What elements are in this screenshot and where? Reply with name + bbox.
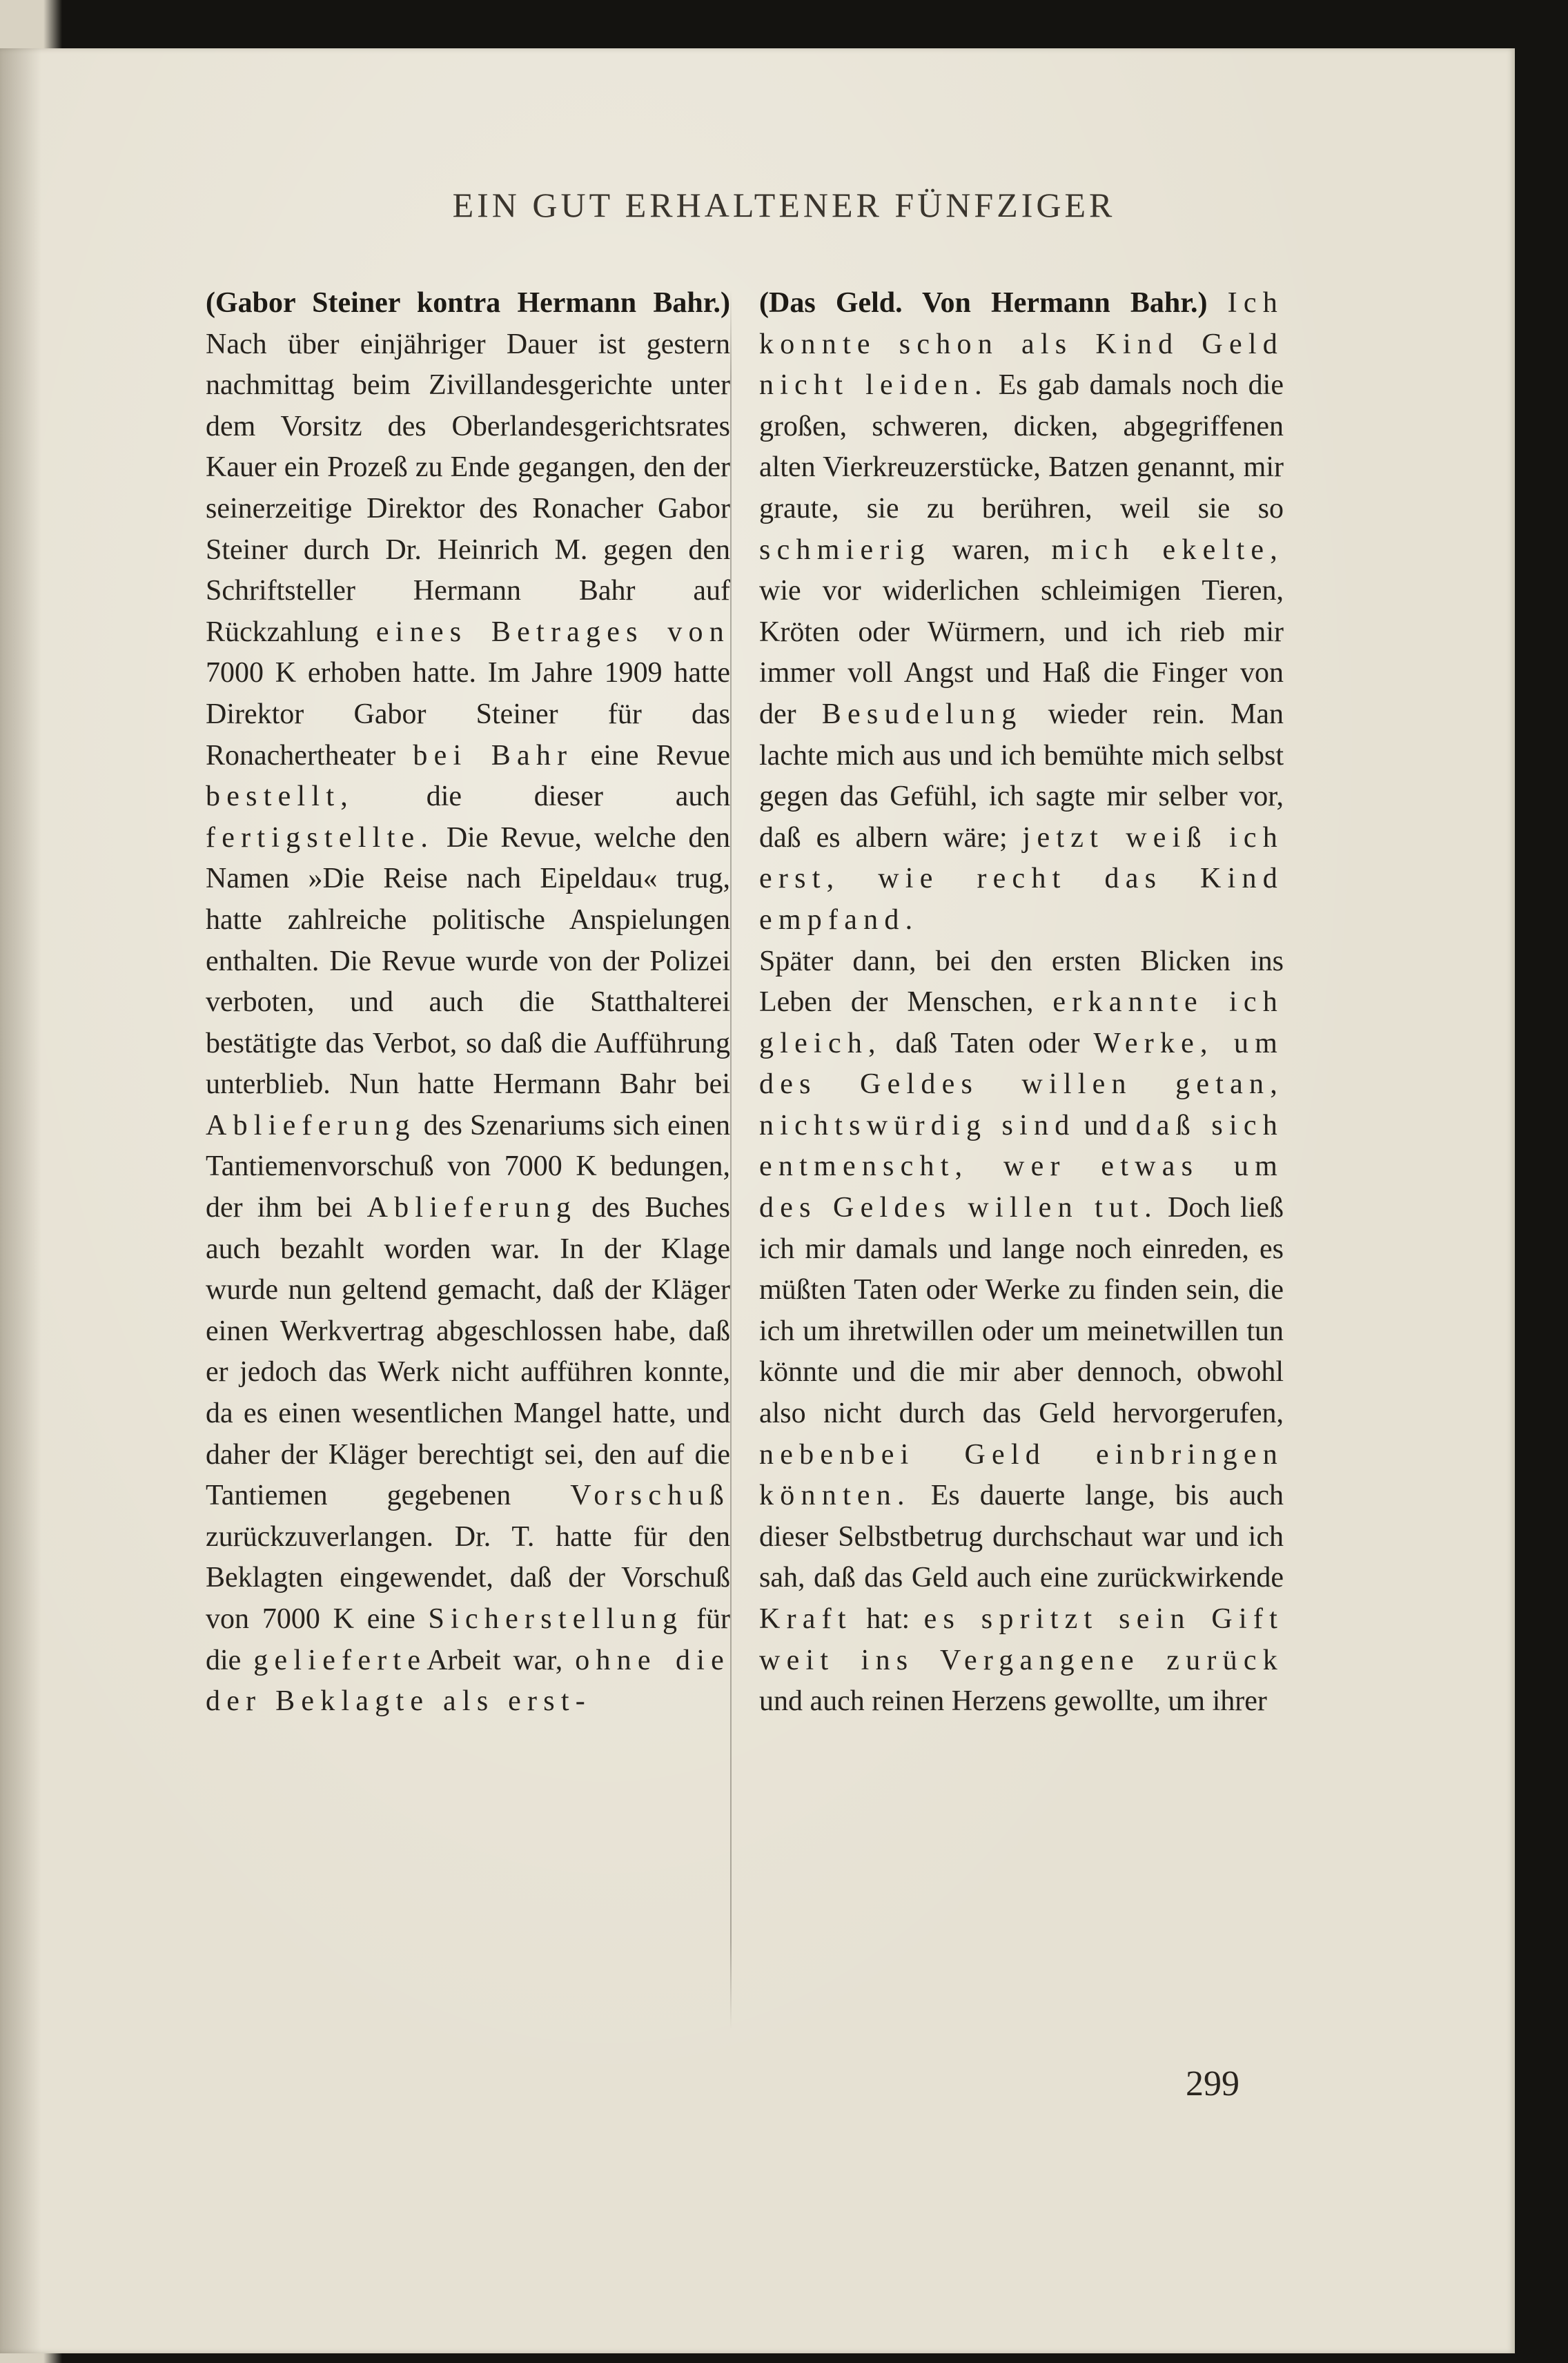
- text-run: und auch reinen Herzens gewollte, um ihrer: [759, 1685, 1267, 1718]
- text-run: die dieser auch: [426, 781, 730, 813]
- text-run: Die Revue, welche den Namen »Die Reise nach Eipeldau« trug, hatte zahlreiche politische Anspielungen enthalten. Die Revue wurde von der Polizei verboten, und auch die Statthalterei bestätigte das Verbot, so daß die Aufführung unterblieb. Nun hatte Hermann Bahr bei: [206, 821, 730, 1101]
- page-number: 299: [1186, 2064, 1239, 2104]
- text-run: Nach über einjähriger Dauer ist gestern nachmittag beim Zivillandesgerichte unter dem Vorsitz des Oberlandesgerichtsrates Kauer ein Prozeß zu Ende gegangen, den der seinerzeitige Direktor des Ronacher Gabor Steiner durch Dr. Heinrich M. gegen den Schriftsteller Hermann Bahr auf Rückzahlung: [206, 328, 730, 648]
- spaced-emphasis: Sicherstellung: [428, 1603, 684, 1635]
- text-run: des Szenariums sich einen Tantiemenvorschuß von 7000 K bedungen, der ihm bei: [206, 1109, 730, 1224]
- text-run: Arbeit war,: [427, 1644, 563, 1676]
- spaced-emphasis: es spritzt sein Gift weit ins Vergangene zurück: [759, 1603, 1284, 1676]
- text-run: daß Taten oder: [895, 1027, 1080, 1059]
- text-run: 7000 K erhoben hatte. Im Jahre 1909 hatte Direktor Gabor Steiner für das Ronachertheater: [206, 657, 730, 772]
- spaced-emphasis: bestellt,: [206, 781, 354, 813]
- text-run: Später dann, bei den ersten Blicken ins Leben der Menschen,: [759, 945, 1284, 1019]
- text-run: des Buches auch bezahlt worden war. In der Klage wurde nun geltend gemacht, daß der Kläger einen Werkvertrag abgeschlossen habe, daß er jedoch das Werk nicht aufführen konnte, da es einen wesentlichen Mangel hatte, und daher der Kläger berechtigt sei, den auf die Tantiemen gegebenen: [206, 1192, 731, 1512]
- text-run: zurückzuverlangen. Dr. T. hatte für den Beklagten eingewendet, daß der Vorschuß von 7000 K eine: [206, 1520, 730, 1635]
- spaced-emphasis: jetzt weiß ich erst, wie recht das Kind empfand.: [759, 821, 1284, 936]
- spaced-emphasis: ohne die der Beklagte als erst-: [206, 1644, 731, 1718]
- binding-shadow: [0, 48, 41, 2353]
- column-divider: [730, 290, 732, 2029]
- spaced-emphasis: Besudelung: [821, 698, 1023, 730]
- spaced-emphasis: Vorschuß: [570, 1480, 730, 1512]
- spaced-emphasis: Ich konnte schon als Kind Geld nicht leiden.: [759, 287, 1284, 402]
- running-head: EIN GUT ERHALTENER FÜNFZIGER: [452, 186, 1116, 224]
- right-column-heading: (Das Geld. Von Hermann Bahr.): [759, 287, 1208, 319]
- text-run: für die: [206, 1603, 730, 1676]
- text-run: Doch ließ ich mir damals und lange noch einreden, es müßten Taten oder Werke zu finden sein, die ich um ihretwillen oder um meinetwillen tun könnte und die mir aber dennoch, obwohl also nicht durch das Geld hervorgerufen,: [759, 1192, 1284, 1430]
- spaced-emphasis: erkannte ich gleich,: [759, 986, 1284, 1059]
- spaced-emphasis: daß sich entmenscht, wer etwas um des Geldes willen tut.: [759, 1109, 1284, 1224]
- left-column-heading: (Gabor Steiner kontra Hermann Bahr.): [206, 287, 730, 319]
- text-run: und: [1084, 1109, 1128, 1141]
- spaced-emphasis: gelieferte: [253, 1644, 427, 1676]
- right-column: [759, 283, 1284, 1723]
- text-run: Es dauerte lange, bis auch dieser Selbstbetrug durchschaut war und ich sah, daß das Geld auch eine zurückwirkende: [759, 1480, 1284, 1594]
- spaced-emphasis: bei Bahr: [413, 739, 574, 772]
- text-run: waren,: [952, 533, 1030, 566]
- text-run: wieder rein. Man lachte mich aus und ich bemühte mich selbst gegen das Gefühl, ich sagte mir selber vor, daß es albern wäre;: [759, 698, 1284, 854]
- text-run: Es gab damals noch die großen, schweren, dicken, abgegriffenen alten Vierkreuzerstücke, Batzen genannt, mir graute, sie zu berühren, weil sie so: [759, 369, 1284, 524]
- left-column-text: [206, 283, 730, 1723]
- spaced-emphasis: nebenbei Geld einbringen könnten.: [759, 1438, 1284, 1512]
- spaced-emphasis: Werke, um des Geldes willen getan, nichtswürdig sind: [759, 1027, 1284, 1141]
- right-column-paragraph-2: [759, 941, 1284, 1723]
- spaced-emphasis: fertigstellte.: [206, 821, 435, 854]
- spaced-emphasis: Ablieferung: [206, 1109, 416, 1141]
- right-column-text: [759, 283, 1284, 941]
- text-run: hat:: [866, 1603, 910, 1635]
- spaced-emphasis: schmierig: [759, 533, 931, 566]
- spaced-emphasis: eines Betrages von: [375, 616, 730, 648]
- spaced-emphasis: Kraft: [759, 1603, 852, 1635]
- text-run: wie vor widerlichen schleimigen Tieren, Kröten oder Würmern, und ich rieb mir immer voll Angst und Haß die Finger von der: [759, 575, 1284, 730]
- spaced-emphasis: mich ekelte,: [1051, 533, 1284, 566]
- spaced-emphasis: Ablieferung: [366, 1192, 578, 1224]
- left-column: [206, 283, 730, 1723]
- text-run: eine Revue: [590, 739, 730, 772]
